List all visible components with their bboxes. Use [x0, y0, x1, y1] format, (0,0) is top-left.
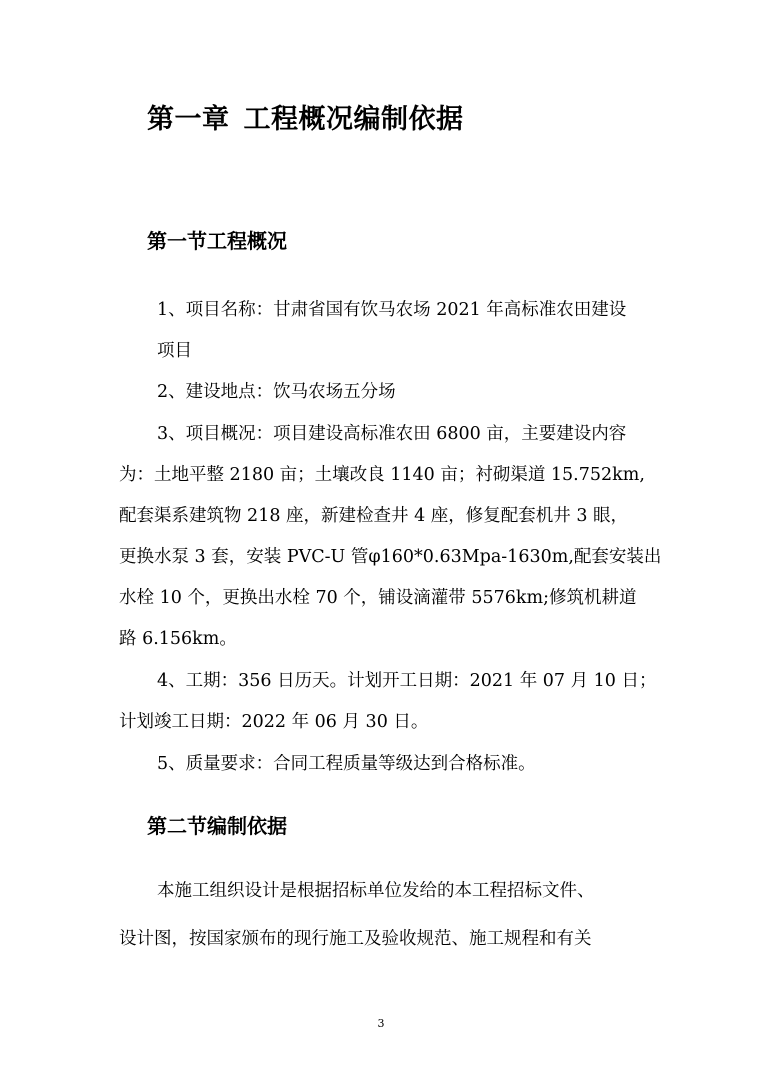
- paragraph-line: 2、建设地点：饮马农场五分场: [157, 382, 396, 402]
- page-number: 3: [377, 1017, 385, 1030]
- chapter-title: [147, 100, 464, 140]
- paragraph-line: 3、项目概况：项目建设高标准农田 6800 亩，主要建设内容: [157, 424, 627, 444]
- chapter-heading-text: 工程概况编制依据: [243, 104, 464, 135]
- section-title-overview: 第一节工程概况: [147, 229, 287, 253]
- paragraph-line: 路 6.156km。: [119, 629, 237, 649]
- paragraph-line: 更换水泵 3 套，安装 PVC-U 管φ160*0.63Mpa-1630m,配套安装出: [119, 547, 662, 567]
- paragraph-line: 计划竣工日期：2022 年 06 月 30 日。: [119, 712, 429, 732]
- paragraph-line: 项目: [157, 341, 192, 361]
- paragraph-line: 5、质量要求：合同工程质量等级达到合格标准。: [157, 754, 536, 774]
- paragraph-line: 配套渠系建筑物 218 座，新建检查井 4 座，修复配套机井 3 眼，: [119, 506, 629, 526]
- paragraph-line: 4、工期：356 日历天。计划开工日期：2021 年 07 月 10 日；: [157, 671, 657, 691]
- section-title-basis: 第二节编制依据: [147, 814, 287, 838]
- paragraph-line: 水栓 10 个，更换出水栓 70 个，铺设滴灌带 5576km;修筑机耕道: [119, 588, 637, 608]
- paragraph-line: 本施工组织设计是根据招标单位发给的本工程招标文件、: [157, 881, 595, 901]
- paragraph-line: 为：土地平整 2180 亩；土壤改良 1140 亩；衬砌渠道 15.752km,: [119, 465, 645, 485]
- paragraph-line: 1、项目名称：甘肃省国有饮马农场 2021 年高标准农田建设: [157, 300, 627, 320]
- chapter-number: 第一章: [147, 104, 230, 135]
- paragraph-line: 设计图，按国家颁布的现行施工及验收规范、施工规程和有关: [119, 929, 592, 949]
